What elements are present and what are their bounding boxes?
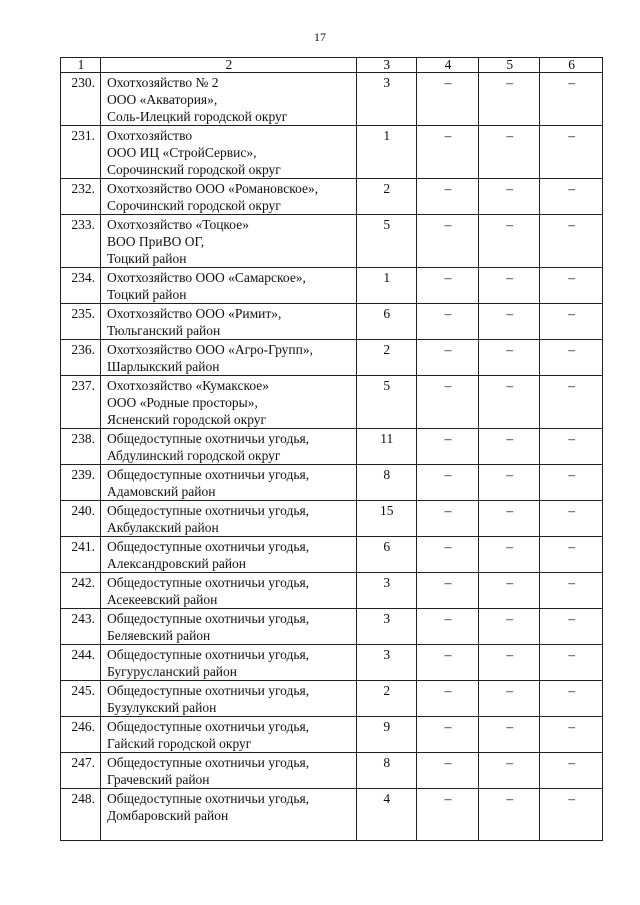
column-6-value: – — [540, 717, 603, 753]
column-4-value: – — [416, 501, 479, 537]
column-3-value: 6 — [356, 304, 416, 340]
hunting-ground-name — [100, 645, 356, 681]
hunting-ground-name — [100, 340, 356, 376]
name-line: ООО ИЦ «СтройСервис», — [106, 145, 257, 160]
name-line: Охотхозяйство ООО «Самарское», — [106, 270, 306, 285]
hunting-ground-name — [100, 465, 356, 501]
row-number: 246. — [61, 717, 101, 753]
row-number: 247. — [61, 753, 101, 789]
column-4-value: – — [416, 609, 479, 645]
hunting-ground-name — [100, 573, 356, 609]
column-5-value: – — [479, 268, 540, 304]
table-row — [61, 609, 603, 645]
column-5-value: – — [479, 573, 540, 609]
name-line: Ясненский городской округ — [106, 412, 267, 427]
hunting-ground-name — [100, 429, 356, 465]
column-5-value: – — [479, 789, 540, 841]
hunting-ground-name — [100, 268, 356, 304]
name-line: Общедоступные охотничьи угодья, — [106, 755, 310, 770]
row-number: 234. — [61, 268, 101, 304]
column-6-value: – — [540, 179, 603, 215]
name-line: Охотхозяйство ООО «Агро-Групп», — [106, 342, 313, 357]
hunting-ground-name — [100, 126, 356, 179]
hunting-ground-name — [100, 501, 356, 537]
name-line: Александровский район — [106, 556, 247, 571]
table-row — [61, 340, 603, 376]
column-4-value: – — [416, 573, 479, 609]
column-6-value: – — [540, 573, 603, 609]
name-line: Охотхозяйство ООО «Римит», — [106, 306, 282, 321]
column-3-value: 8 — [356, 753, 416, 789]
hunting-ground-name — [100, 73, 356, 126]
row-number: 248. — [61, 789, 101, 841]
column-4-value: – — [416, 215, 479, 268]
column-6-value: – — [540, 215, 603, 268]
column-3-value: 3 — [356, 645, 416, 681]
column-4-value: – — [416, 537, 479, 573]
name-line: Тюльганский район — [106, 323, 221, 338]
table-row — [61, 73, 603, 126]
hunting-ground-name — [100, 753, 356, 789]
column-5-value: – — [479, 537, 540, 573]
column-3-value: 2 — [356, 179, 416, 215]
hunting-ground-name — [100, 609, 356, 645]
name-line: Грачевский район — [106, 772, 210, 787]
column-4-value: – — [416, 645, 479, 681]
column-6-value: – — [540, 429, 603, 465]
row-number: 243. — [61, 609, 101, 645]
column-header-2: 2 — [100, 58, 356, 73]
row-number: 237. — [61, 376, 101, 429]
row-number: 239. — [61, 465, 101, 501]
column-6-value: – — [540, 73, 603, 126]
column-5-value: – — [479, 717, 540, 753]
table-row — [61, 501, 603, 537]
table-row — [61, 215, 603, 268]
column-6-value: – — [540, 753, 603, 789]
column-3-value: 5 — [356, 376, 416, 429]
row-number: 238. — [61, 429, 101, 465]
name-line: Общедоступные охотничьи угодья, — [106, 431, 310, 446]
table-row — [61, 681, 603, 717]
name-line: Бузулукский район — [106, 700, 217, 715]
hunting-ground-name — [100, 179, 356, 215]
column-header-3: 3 — [356, 58, 416, 73]
column-6-value: – — [540, 268, 603, 304]
column-5-value: – — [479, 126, 540, 179]
hunting-ground-name — [100, 789, 356, 841]
column-5-value: – — [479, 215, 540, 268]
name-line: Охотхозяйство № 2 — [106, 75, 219, 90]
table-row — [61, 179, 603, 215]
page-number: 17 — [314, 30, 326, 44]
name-line: Общедоступные охотничьи угодья, — [106, 539, 310, 554]
table-row — [61, 717, 603, 753]
name-line: Беляевский район — [106, 628, 211, 643]
column-3-value: 2 — [356, 681, 416, 717]
column-3-value: 9 — [356, 717, 416, 753]
column-5-value: – — [479, 645, 540, 681]
column-5-value: – — [479, 304, 540, 340]
name-line: ВОО ПриВО ОГ, — [106, 234, 205, 249]
column-3-value: 3 — [356, 609, 416, 645]
column-6-value: – — [540, 376, 603, 429]
name-line: Общедоступные охотничьи угодья, — [106, 467, 310, 482]
column-4-value: – — [416, 753, 479, 789]
name-line: Гайский городской округ — [106, 736, 252, 751]
hunting-ground-name — [100, 376, 356, 429]
column-5-value: – — [479, 609, 540, 645]
name-line: Акбулакский район — [106, 520, 219, 535]
name-line: Тоцкий район — [106, 251, 187, 266]
table-row — [61, 304, 603, 340]
table-row — [61, 268, 603, 304]
row-number: 235. — [61, 304, 101, 340]
column-3-value: 11 — [356, 429, 416, 465]
name-line: Охотхозяйство ООО «Романовское», — [106, 181, 319, 196]
name-line: Бугурусланский район — [106, 664, 238, 679]
column-header-6: 6 — [540, 58, 603, 73]
name-line: Тоцкий район — [106, 287, 187, 302]
column-5-value: – — [479, 501, 540, 537]
row-number: 231. — [61, 126, 101, 179]
name-line: Шарлыкский район — [106, 359, 220, 374]
column-4-value: – — [416, 465, 479, 501]
row-number: 232. — [61, 179, 101, 215]
column-5-value: – — [479, 465, 540, 501]
name-line: Асекеевский район — [106, 592, 218, 607]
name-line: Абдулинский городской округ — [106, 448, 281, 463]
column-4-value: – — [416, 789, 479, 841]
table-row — [61, 789, 603, 841]
name-line: Адамовский район — [106, 484, 216, 499]
column-4-value: – — [416, 126, 479, 179]
column-5-value: – — [479, 376, 540, 429]
row-number: 230. — [61, 73, 101, 126]
column-4-value: – — [416, 717, 479, 753]
column-4-value: – — [416, 268, 479, 304]
name-line: Общедоступные охотничьи угодья, — [106, 719, 310, 734]
table-row — [61, 429, 603, 465]
column-3-value: 1 — [356, 126, 416, 179]
column-5-value: – — [479, 753, 540, 789]
column-6-value: – — [540, 501, 603, 537]
hunting-ground-name — [100, 215, 356, 268]
name-line: Охотхозяйство «Тоцкое» — [106, 217, 249, 232]
column-3-value: 15 — [356, 501, 416, 537]
column-4-value: – — [416, 73, 479, 126]
hunting-ground-name — [100, 537, 356, 573]
row-number: 236. — [61, 340, 101, 376]
column-6-value: – — [540, 304, 603, 340]
name-line: Соль-Илецкий городской округ — [106, 109, 288, 124]
name-line: Общедоступные охотничьи угодья, — [106, 683, 310, 698]
hunting-ground-name — [100, 304, 356, 340]
column-4-value: – — [416, 681, 479, 717]
table-row — [61, 573, 603, 609]
row-number: 242. — [61, 573, 101, 609]
table-row — [61, 753, 603, 789]
row-number: 244. — [61, 645, 101, 681]
table-header-row — [61, 58, 603, 73]
table-row — [61, 645, 603, 681]
column-5-value: – — [479, 340, 540, 376]
column-6-value: – — [540, 537, 603, 573]
table-body — [61, 73, 603, 841]
column-4-value: – — [416, 340, 479, 376]
column-5-value: – — [479, 429, 540, 465]
table-row — [61, 465, 603, 501]
column-3-value: 5 — [356, 215, 416, 268]
name-line: ООО «Акватория», — [106, 92, 218, 107]
hunting-ground-name — [100, 681, 356, 717]
column-3-value: 2 — [356, 340, 416, 376]
hunting-grounds-table — [60, 57, 603, 841]
column-3-value: 3 — [356, 73, 416, 126]
column-6-value: – — [540, 681, 603, 717]
column-5-value: – — [479, 73, 540, 126]
column-3-value: 3 — [356, 573, 416, 609]
column-5-value: – — [479, 681, 540, 717]
name-line: Сорочинский городской округ — [106, 162, 281, 177]
column-6-value: – — [540, 340, 603, 376]
name-line: Общедоступные охотничьи угодья, — [106, 575, 310, 590]
name-line: Домбаровский район — [106, 808, 229, 823]
column-header-1: 1 — [61, 58, 101, 73]
column-4-value: – — [416, 429, 479, 465]
table-row — [61, 126, 603, 179]
column-6-value: – — [540, 789, 603, 841]
column-3-value: 8 — [356, 465, 416, 501]
column-6-value: – — [540, 609, 603, 645]
column-4-value: – — [416, 304, 479, 340]
column-6-value: – — [540, 645, 603, 681]
column-3-value: 1 — [356, 268, 416, 304]
row-number: 241. — [61, 537, 101, 573]
column-5-value: – — [479, 179, 540, 215]
name-line: Общедоступные охотничьи угодья, — [106, 647, 310, 662]
name-line: Охотхозяйство — [106, 128, 193, 143]
hunting-ground-name — [100, 717, 356, 753]
column-3-value: 6 — [356, 537, 416, 573]
column-6-value: – — [540, 126, 603, 179]
table-row — [61, 376, 603, 429]
column-3-value: 4 — [356, 789, 416, 841]
column-6-value: – — [540, 465, 603, 501]
column-4-value: – — [416, 376, 479, 429]
column-header-4: 4 — [416, 58, 479, 73]
name-line: Общедоступные охотничьи угодья, — [106, 791, 310, 806]
row-number: 245. — [61, 681, 101, 717]
name-line: Сорочинский городской округ — [106, 198, 281, 213]
column-header-5: 5 — [479, 58, 540, 73]
table-row — [61, 537, 603, 573]
column-4-value: – — [416, 179, 479, 215]
name-line: Общедоступные охотничьи угодья, — [106, 503, 310, 518]
row-number: 240. — [61, 501, 101, 537]
name-line: ООО «Родные просторы», — [106, 395, 258, 410]
name-line: Общедоступные охотничьи угодья, — [106, 611, 310, 626]
name-line: Охотхозяйство «Кумакское» — [106, 378, 269, 393]
row-number: 233. — [61, 215, 101, 268]
